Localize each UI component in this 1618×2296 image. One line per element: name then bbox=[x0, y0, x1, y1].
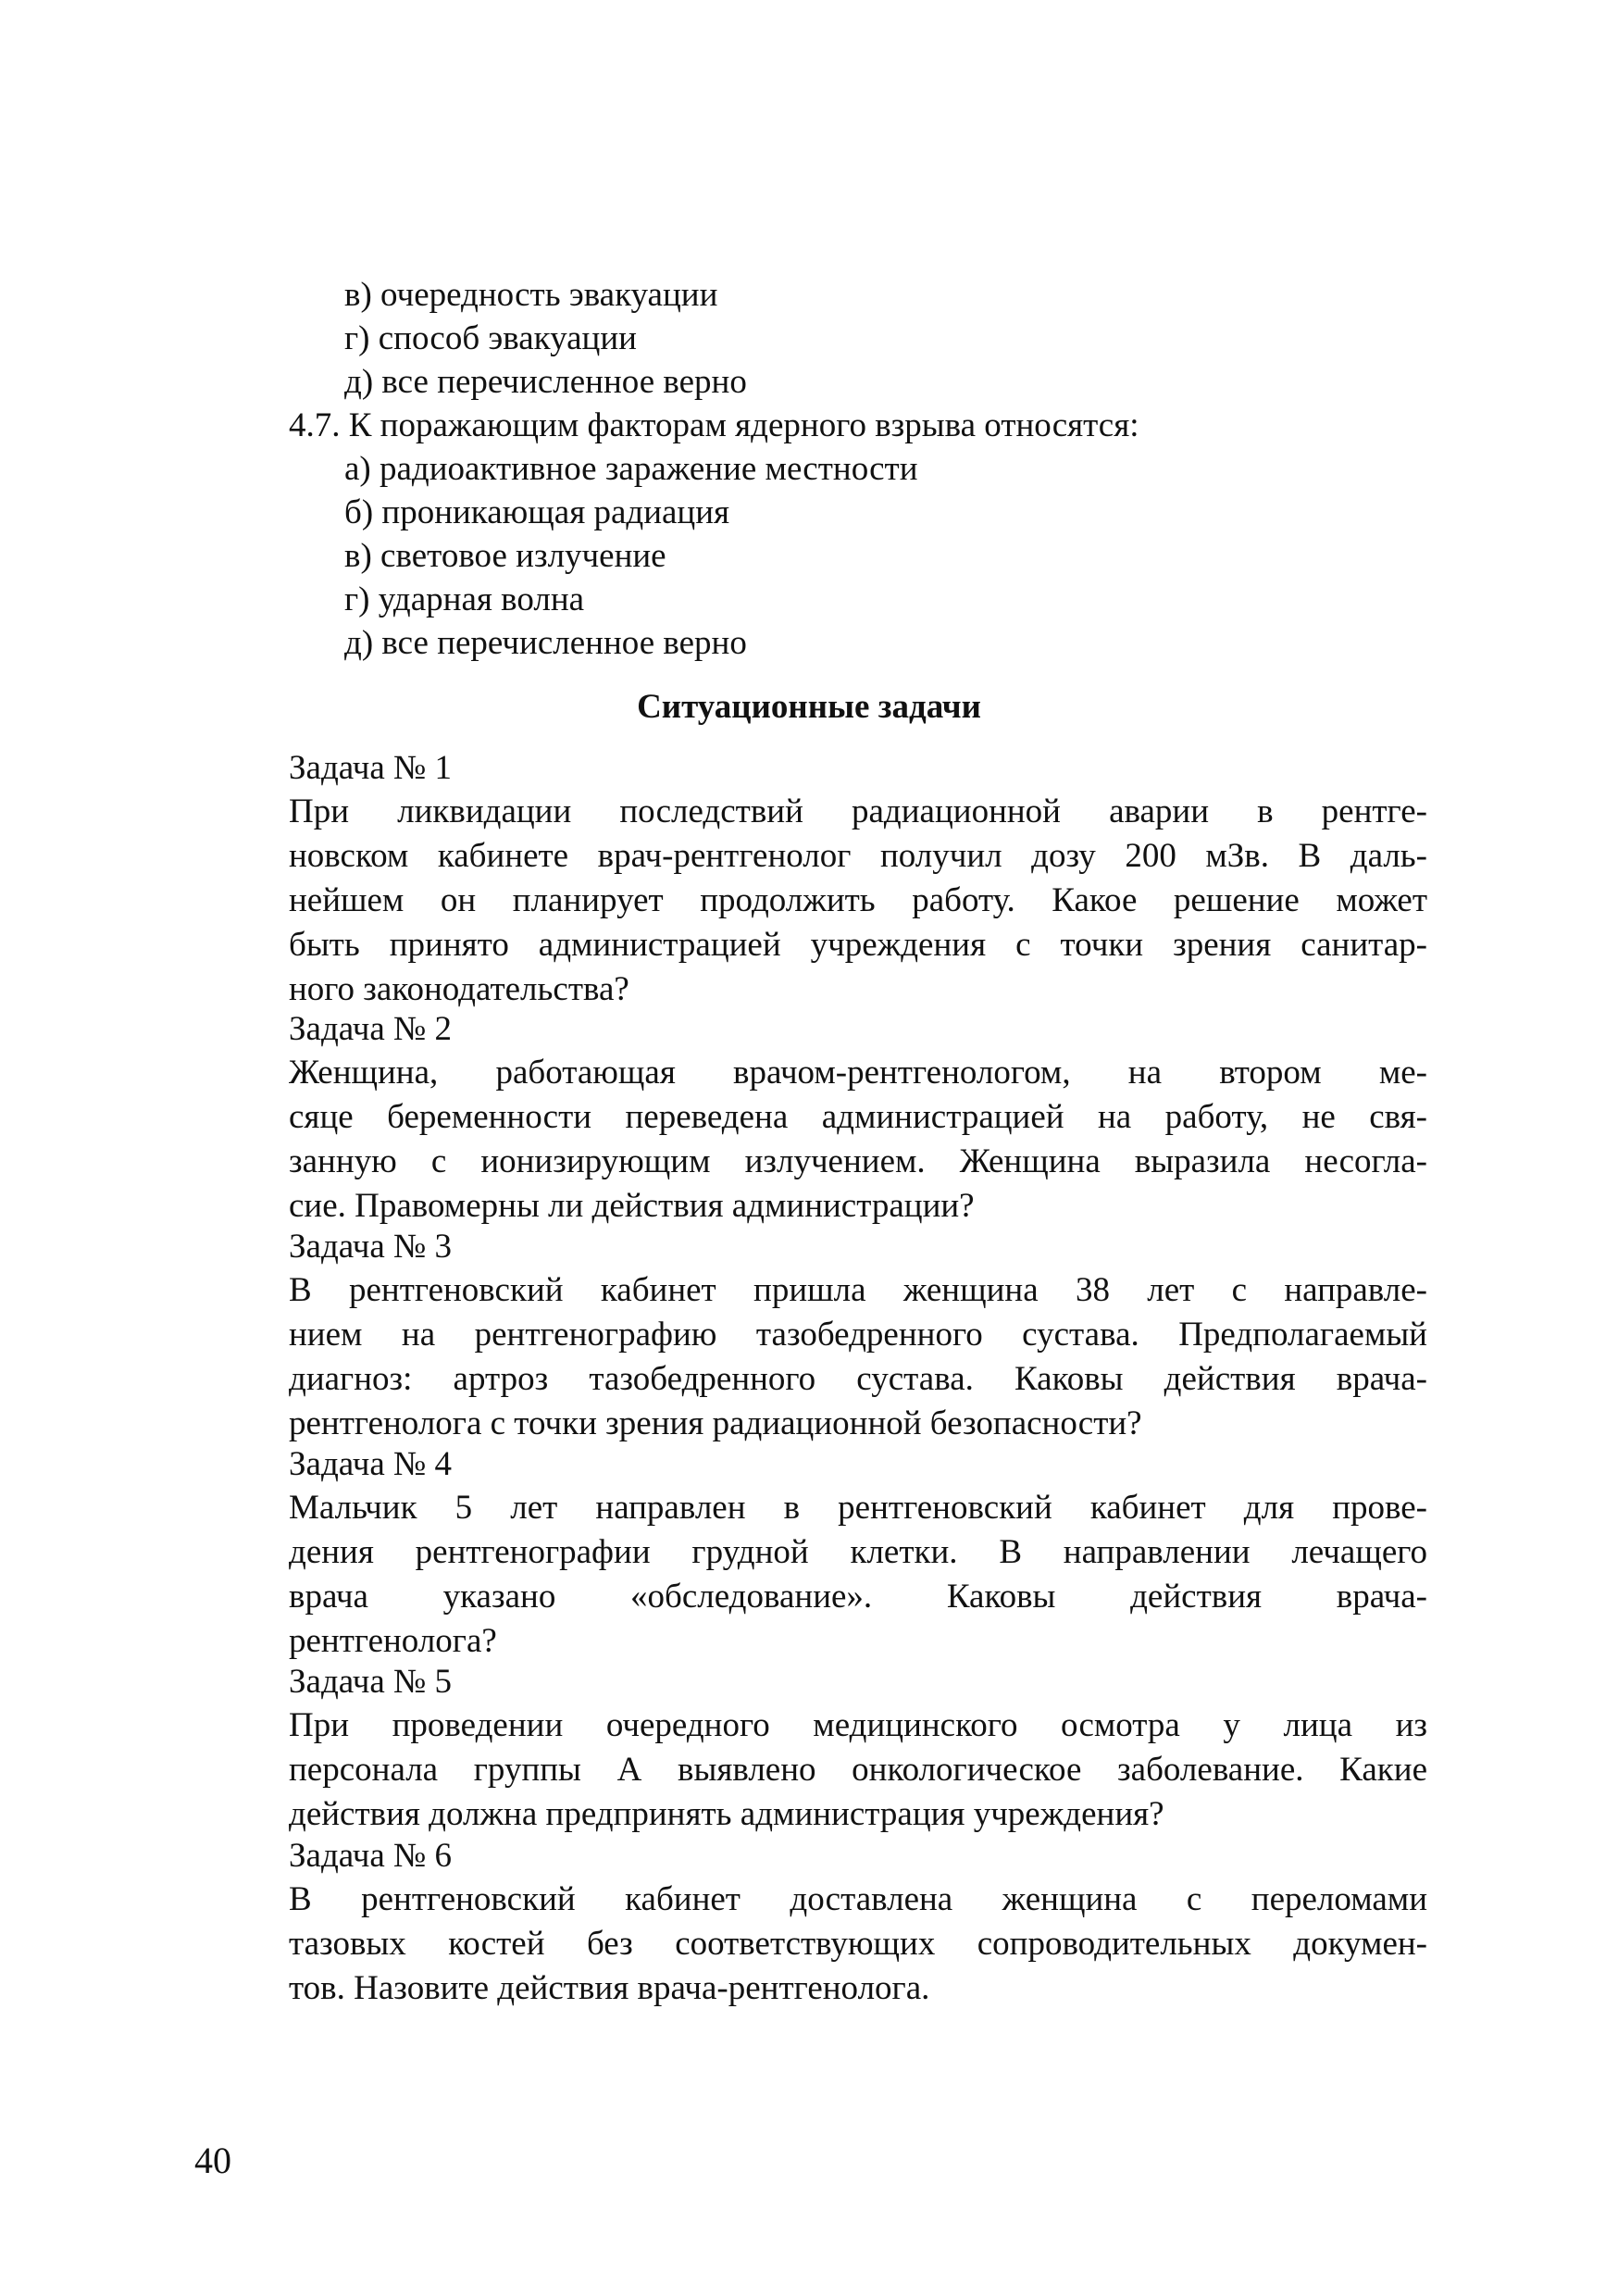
text-line: При ликвидации последствий радиационной аварии в рентге- bbox=[289, 792, 1427, 830]
text-line: рентгенолога с точки зрения радиационной безопасности? bbox=[289, 1404, 1142, 1442]
text-line: Мальчик 5 лет направлен в рентгеновский кабинет для прове- bbox=[289, 1489, 1427, 1527]
section-heading: Ситуационные задачи bbox=[637, 688, 981, 726]
task-label: Задача № 4 bbox=[289, 1445, 453, 1483]
question-4-7: 4.7. К поражающим факторам ядерного взрыва относятся: bbox=[289, 406, 1139, 444]
text-line: В рентгеновский кабинет доставлена женщина с переломами bbox=[289, 1880, 1427, 1918]
task-text bbox=[289, 1051, 1427, 1229]
text-line: дения рентгенографии грудной клетки. В направлении лечащего bbox=[289, 1533, 1427, 1571]
task-label: Задача № 5 bbox=[289, 1663, 453, 1701]
option-line: в) очередность эвакуации bbox=[344, 276, 718, 314]
text-line: быть принято администрацией учреждения с точки зрения санитар- bbox=[289, 926, 1427, 964]
text-line: ного законодательства? bbox=[289, 970, 629, 1008]
text-line: сие. Правомерны ли действия администрации? bbox=[289, 1187, 975, 1225]
task-text bbox=[289, 1703, 1427, 1837]
text-line: В рентгеновский кабинет пришла женщина 38 лет с направле- bbox=[289, 1271, 1427, 1309]
text-line: нием на рентгенографию тазобедренного сустава. Предполагаемый bbox=[289, 1316, 1427, 1354]
text-line: диагноз: артроз тазобедренного сустава. Каковы действия врача- bbox=[289, 1360, 1427, 1398]
task-text bbox=[289, 1878, 1427, 2011]
task-text bbox=[289, 790, 1427, 1012]
text-line: действия должна предпринять администрация учреждения? bbox=[289, 1795, 1164, 1833]
option-line: в) световое излучение bbox=[344, 537, 666, 575]
text-line: персонала группы А выявлено онкологическое заболевание. Какие bbox=[289, 1751, 1427, 1789]
option-line: г) способ эвакуации bbox=[344, 319, 637, 357]
text-line: врача указано «обследование». Каковы действия врача- bbox=[289, 1578, 1427, 1616]
task-label: Задача № 2 bbox=[289, 1010, 453, 1048]
text-line: занную с ионизирующим излучением. Женщина выразила несогла- bbox=[289, 1142, 1427, 1180]
task-label: Задача № 6 bbox=[289, 1837, 453, 1875]
task-label: Задача № 1 bbox=[289, 749, 453, 787]
option-line: г) ударная волна bbox=[344, 580, 585, 618]
text-line: сяце беременности переведена администрацией на работу, не свя- bbox=[289, 1098, 1427, 1136]
text-line: При проведении очередного медицинского осмотра у лица из bbox=[289, 1706, 1427, 1744]
option-line: д) все перечисленное верно bbox=[344, 363, 747, 401]
text-line: тов. Назовите действия врача-рентгенолога. bbox=[289, 1969, 930, 2007]
text-line: тазовых костей без соответствующих сопроводительных докумен- bbox=[289, 1925, 1427, 1963]
option-line: б) проникающая радиация bbox=[344, 493, 730, 531]
text-line: новском кабинете врач-рентгенолог получил дозу 200 мЗв. В даль- bbox=[289, 837, 1427, 875]
option-line: а) радиоактивное заражение местности bbox=[344, 450, 918, 488]
page-number: 40 bbox=[194, 2140, 231, 2181]
task-text bbox=[289, 1268, 1427, 1446]
task-text bbox=[289, 1486, 1427, 1664]
text-line: Женщина, работающая врачом-рентгенологом, на втором ме- bbox=[289, 1054, 1427, 1092]
text-line: рентгенолога? bbox=[289, 1622, 497, 1660]
option-line: д) все перечисленное верно bbox=[344, 624, 747, 662]
text-line: нейшем он планирует продолжить работу. Какое решение может bbox=[289, 881, 1427, 919]
task-label: Задача № 3 bbox=[289, 1228, 453, 1266]
